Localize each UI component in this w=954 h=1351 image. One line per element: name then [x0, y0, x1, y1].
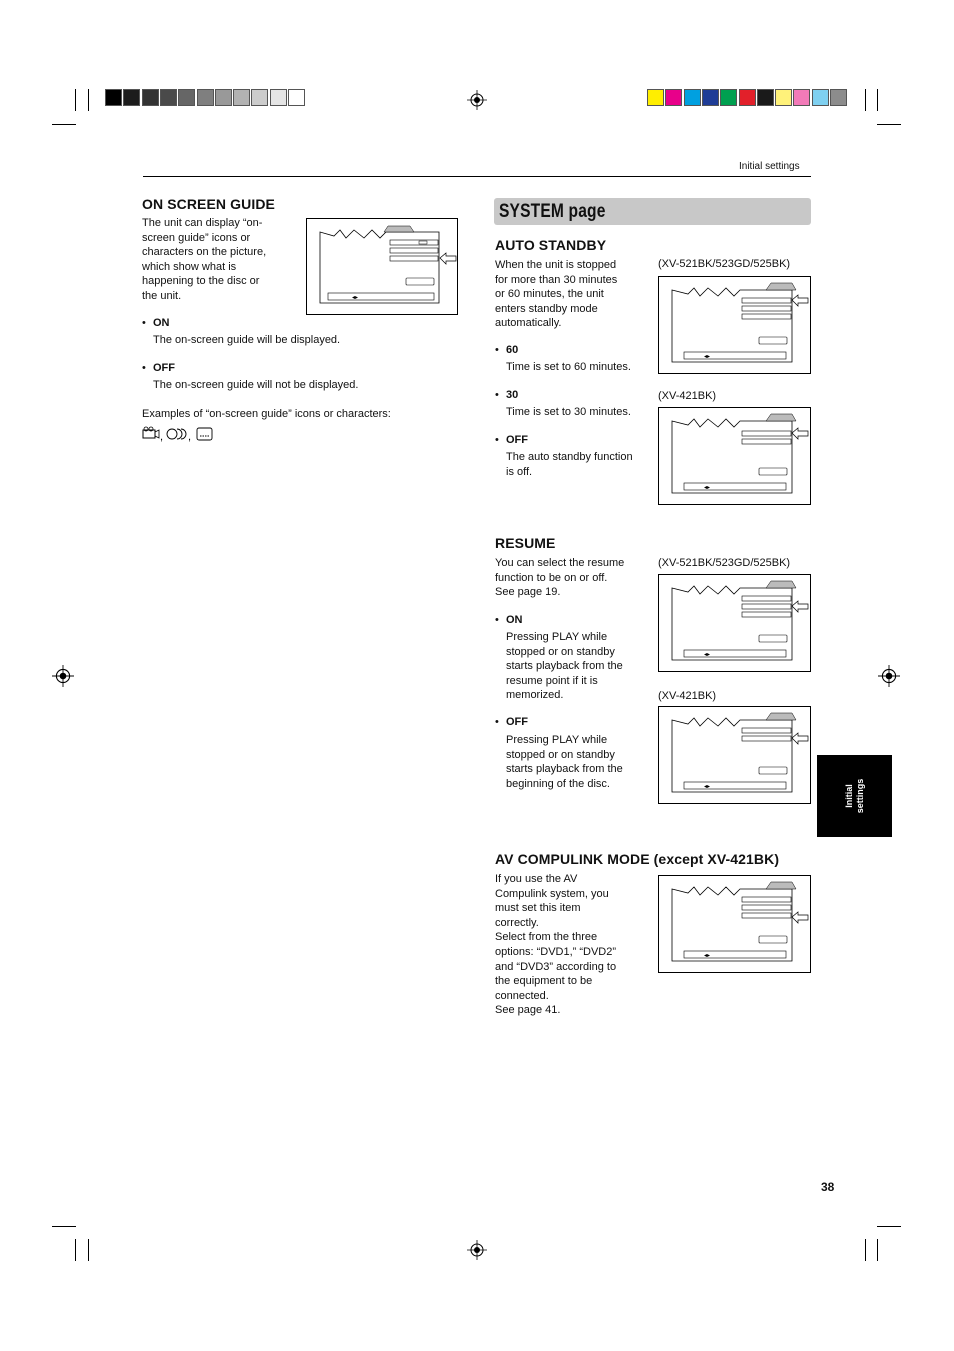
registration-target-icon [467, 1240, 487, 1260]
crop-mark [877, 1239, 878, 1261]
examples-text: Examples of “on-screen guide” icons or characters: [142, 408, 391, 420]
color-swatch [665, 89, 682, 106]
screen-diagram [658, 407, 811, 505]
av-compulink-body: If you use the AV Compulink system, you must set this item correctly. Select from the three options: “DVD1,” “DVD2” and “DVD3” according to the equipment to be connected. See page 41. [495, 873, 617, 1017]
crop-mark [88, 1239, 89, 1261]
section-heading-resume: RESUME [495, 535, 556, 551]
screen-diagram [658, 574, 811, 672]
camera-angle-icon [143, 427, 159, 438]
svg-text:◂▸: ◂▸ [704, 952, 711, 959]
on-screen-guide-icons [142, 426, 222, 445]
svg-text:◂▸: ◂▸ [704, 484, 711, 491]
audio-language-icon [167, 429, 186, 439]
crop-mark [88, 89, 89, 111]
color-swatch [830, 89, 847, 106]
side-tab-label: Initial settings [843, 778, 865, 814]
section-side-tab [817, 755, 892, 837]
color-swatch [251, 89, 268, 106]
running-head: Initial settings [739, 161, 800, 172]
screen-diagram [306, 218, 458, 315]
svg-text:,: , [188, 431, 192, 442]
auto-standby-intro: When the unit is stopped for more than 30 minutes or 60 minutes, the unit enters standby mode automatically. [495, 259, 618, 330]
registration-target-icon [467, 90, 487, 110]
option-30-desc: Time is set to 30 minutes. [506, 406, 631, 418]
color-swatch [105, 89, 122, 106]
crop-mark [877, 124, 901, 125]
color-swatch [757, 89, 774, 106]
system-page-banner [494, 198, 811, 225]
crop-mark [865, 1239, 866, 1261]
model-label: (XV-421BK) [658, 690, 717, 702]
option-off-desc: The auto standby function is off. [506, 451, 633, 478]
osd-menu-illustration [306, 218, 458, 315]
svg-text:◂▸: ◂▸ [704, 353, 711, 360]
color-swatch [142, 89, 159, 106]
svg-text:◂▸: ◂▸ [704, 783, 711, 790]
color-swatch [178, 89, 195, 106]
crop-mark [52, 1226, 76, 1227]
crop-mark [52, 124, 76, 125]
option-on-desc: The on-screen guide will be displayed. [153, 334, 341, 346]
color-swatch [215, 89, 232, 106]
screen-diagram [658, 706, 811, 804]
option-30: • 30 [506, 389, 518, 401]
option-on: • ON [153, 317, 170, 329]
color-swatch [793, 89, 810, 106]
option-on-desc: Pressing PLAY while stopped or on standby starts playback from the resume point if it is memorized. [506, 631, 623, 702]
color-swatch [720, 89, 737, 106]
color-swatch [288, 89, 305, 106]
section-heading-auto-standby: AUTO STANDBY [495, 237, 607, 253]
color-swatch [684, 89, 701, 106]
color-swatch [160, 89, 177, 106]
registration-target-icon [878, 665, 900, 687]
color-swatch [775, 89, 792, 106]
screen-diagram [658, 875, 811, 973]
screen-diagram [658, 276, 811, 374]
color-swatch [647, 89, 664, 106]
color-swatch [197, 89, 214, 106]
model-label: (XV-521BK/523GD/525BK) [658, 258, 791, 270]
section-heading-on-screen-guide: ON SCREEN GUIDE [142, 196, 275, 212]
svg-text:,: , [160, 431, 164, 442]
crop-mark [877, 89, 878, 111]
model-label: (XV-521BK/523GD/525BK) [658, 557, 791, 569]
crop-mark [877, 1226, 901, 1227]
subtitle-icon [197, 428, 212, 440]
color-swatch [233, 89, 250, 106]
option-off-desc: The on-screen guide will not be displayed. [153, 379, 359, 391]
on-screen-guide-intro: The unit can display “on- screen guide” icons or characters on the picture, which show what is happening to the disc or the unit. [142, 217, 267, 302]
section-heading-av-compulink: AV COMPULINK MODE (except XV-421BK) [495, 851, 780, 867]
crop-mark [865, 89, 866, 111]
color-swatch [702, 89, 719, 106]
header-rule [143, 176, 811, 177]
color-swatch [812, 89, 829, 106]
option-off: • OFF [506, 434, 528, 446]
color-swatch [739, 89, 756, 106]
option-on: • ON [506, 614, 523, 626]
resume-intro: You can select the resume function to be on or off. See page 19. [495, 557, 625, 599]
option-off: • OFF [153, 362, 175, 374]
crop-mark [75, 89, 76, 111]
registration-target-icon [52, 665, 74, 687]
model-label: (XV-421BK) [658, 390, 717, 402]
crop-mark [75, 1239, 76, 1261]
option-60: • 60 [506, 344, 518, 356]
option-60-desc: Time is set to 60 minutes. [506, 361, 631, 373]
svg-text:◂▸: ◂▸ [352, 294, 359, 301]
color-swatch [270, 89, 287, 106]
option-off-desc: Pressing PLAY while stopped or on standby starts playback from the beginning of the disc. [506, 734, 623, 790]
page-number: 38 [821, 1180, 835, 1194]
color-swatch [123, 89, 140, 106]
option-off: • OFF [506, 716, 528, 728]
svg-text:◂▸: ◂▸ [704, 651, 711, 658]
banner-title: SYSTEM page [499, 201, 606, 222]
